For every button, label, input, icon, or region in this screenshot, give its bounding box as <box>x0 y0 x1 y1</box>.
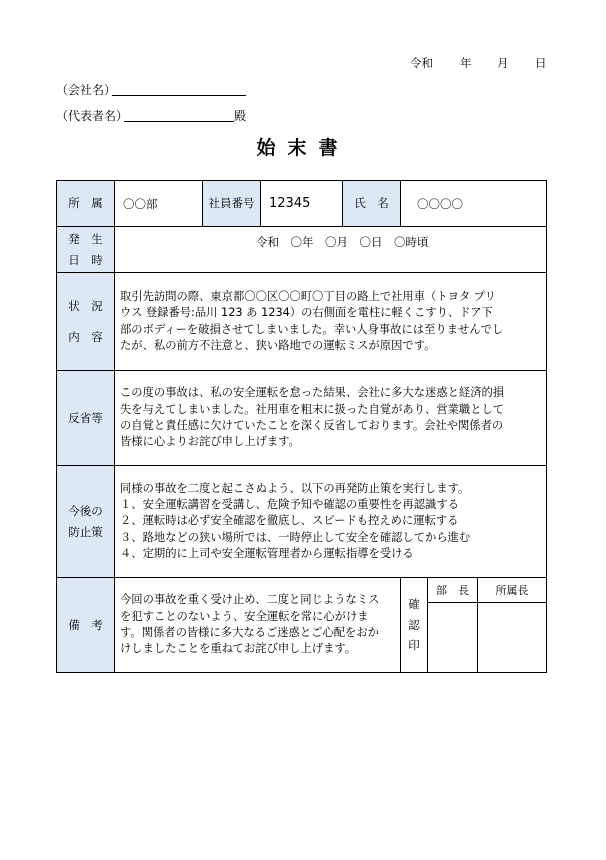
date-era: 令和 <box>410 56 433 70</box>
prevention-line-3: ２、運転時は必ず安全確認を徹底し、スピードも控えめに運転する <box>120 514 459 528</box>
occurred-label-line-1: 発 生 <box>68 231 103 246</box>
director-label: 所属長 <box>478 578 547 603</box>
employee-no-value: 12345 <box>261 181 343 227</box>
situation-line-2: ウス 登録番号:品川 123 あ 1234）の右側面を電柱に軽くこすり、ドア下 <box>120 306 493 320</box>
table-row-prevention <box>57 466 547 578</box>
table-row-situation <box>57 273 547 371</box>
remarks-line-2: を犯すことのないよう、安全運転を常に心がけま <box>120 609 369 623</box>
employee-no-label: 社員番号 <box>203 181 261 227</box>
confirm-stamp-label <box>401 578 428 673</box>
representative-label: （代表者名） <box>56 109 129 123</box>
situation-line-4: たが、私の前方不注意と、狭い路地での運転ミスが原因です。 <box>120 338 436 352</box>
representative-name-line <box>124 121 234 122</box>
remarks-line-3: す。関係者の皆様に多大なるご迷惑とご心配をおか <box>120 626 379 639</box>
reflection-text <box>115 371 547 466</box>
situation-label-line-1: 状 況 <box>68 298 103 313</box>
remarks-text <box>115 578 401 673</box>
date-month: 月 <box>497 56 509 70</box>
prevention-line-5: ４、定期的に上司や安全運転管理者から運転指導を受ける <box>120 547 414 561</box>
report-table <box>56 180 547 673</box>
situation-label-line-2: 内 容 <box>68 329 103 344</box>
occurred-label-line-2: 日 時 <box>68 252 103 267</box>
table-row-basic-info <box>57 181 547 227</box>
reflection-line-4: 皆様に心よりお詫び申し上げます。 <box>120 435 300 449</box>
document-title: 始末書 <box>256 137 350 159</box>
prevention-label <box>57 466 115 578</box>
confirm-label-char-2: 認 <box>408 617 420 632</box>
remarks-label: 備 考 <box>57 578 115 673</box>
name-label: 氏 名 <box>343 181 401 227</box>
date-year: 年 <box>460 56 472 70</box>
occurred-value: 令和 〇年 〇月 〇日 〇時頃 <box>115 227 547 273</box>
manager-stamp-box[interactable] <box>428 603 478 673</box>
director-stamp-box[interactable] <box>478 603 547 673</box>
reflection-line-2: 失を与えてしまいました。社用車を粗末に扱った自覚があり、営業職として <box>120 402 505 416</box>
situation-text <box>115 273 547 371</box>
prevention-label-line-1: 今後の <box>68 503 103 518</box>
prevention-line-1: 同様の事故を二度と起こさぬよう、以下の再発防止策を実行します。 <box>120 481 470 495</box>
name-value: 〇〇〇〇 <box>401 181 547 227</box>
company-name-line <box>112 95 246 96</box>
table-row-remarks <box>57 578 547 603</box>
reflection-label: 反省等 <box>57 371 115 466</box>
table-row-occurrence <box>57 227 547 273</box>
prevention-line-2: １、安全運転講習を受講し、危険予知や確認の重要性を再認識する <box>120 497 459 511</box>
occurred-label <box>57 227 115 273</box>
company-label: （会社名） <box>56 83 117 97</box>
reflection-line-3: の自覚と責任感に欠けていたことを深く反省しております。会社や関係者の <box>120 419 504 432</box>
situation-line-1: 取引先訪問の際、東京都〇〇区〇〇町〇丁目の路上で社用車（トヨタ プリ <box>120 289 496 303</box>
prevention-line-4: ３、路地などの狭い場所では、一時停止して安全を確認してから進む <box>120 530 471 544</box>
remarks-line-1: 今回の事故を重く受け止め、二度と同じようなミス <box>120 593 380 607</box>
situation-label <box>57 273 115 371</box>
situation-line-3: 部のボディーを破損させてしまいました。幸い人身事故には至りませんでし <box>120 322 504 336</box>
table-row-reflection <box>57 371 547 466</box>
dept-value: 〇〇部 <box>115 181 203 227</box>
prevention-text <box>115 466 547 578</box>
manager-label: 部 長 <box>428 578 478 603</box>
honorific: 殿 <box>234 109 247 123</box>
confirm-label-char-1: 確 <box>408 596 420 611</box>
date-day: 日 <box>535 56 547 70</box>
prevention-label-line-2: 防止策 <box>68 524 103 539</box>
reflection-line-1: この度の事故は、私の安全運転を怠った結果、会社に多大な迷惑と経済的損 <box>120 386 505 400</box>
dept-label: 所 属 <box>57 181 115 227</box>
remarks-line-4: けしましたことを重ねてお詫び申し上げます。 <box>120 642 357 656</box>
confirm-label-char-3: 印 <box>408 638 420 653</box>
